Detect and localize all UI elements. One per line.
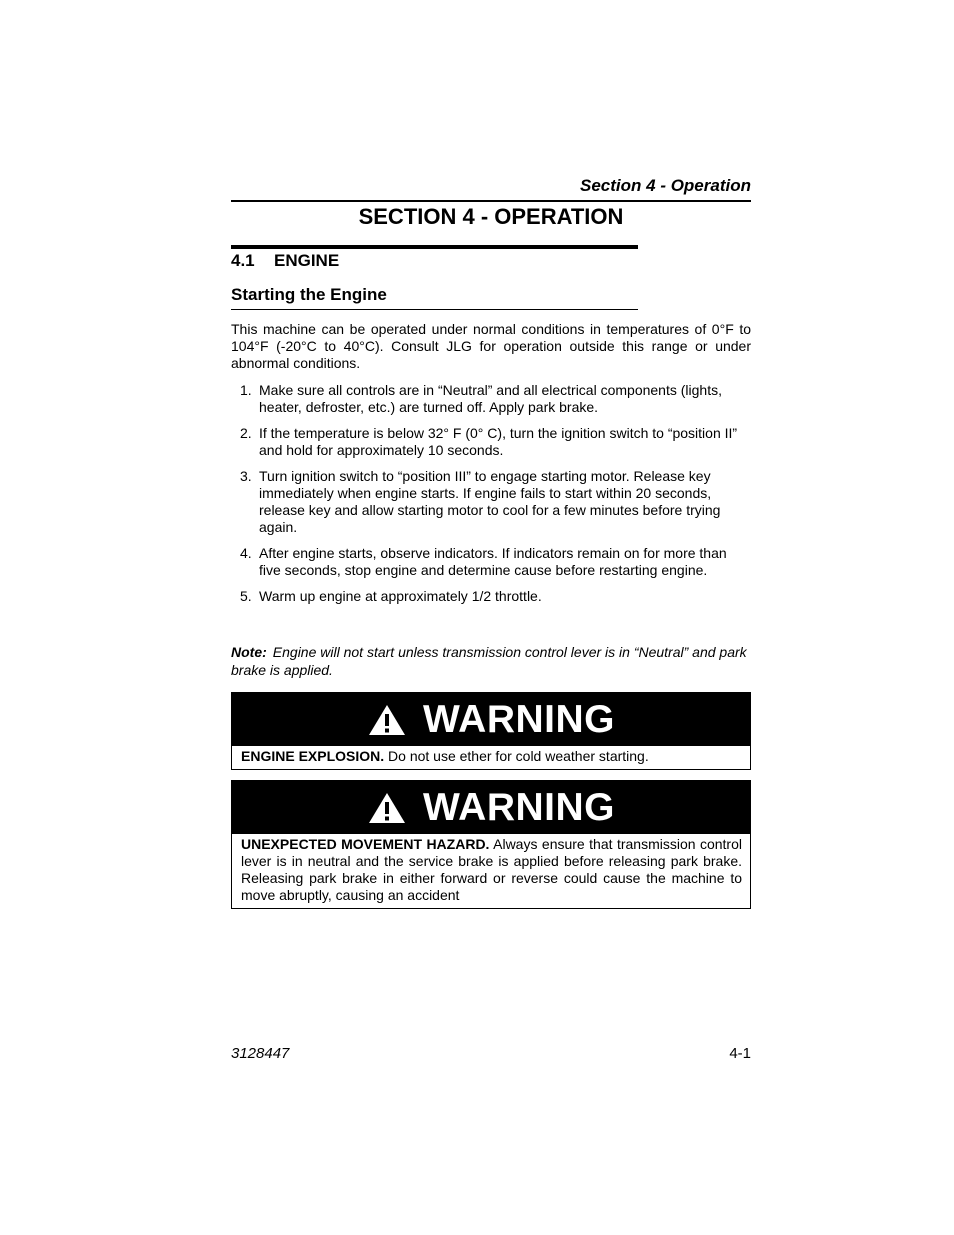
- warning-lead: ENGINE EXPLOSION.: [241, 748, 385, 764]
- step-text: After engine starts, observe indicators. If indicators remain on for more than five seconds, stop engine and determine cause before restarting engine.: [259, 545, 727, 578]
- warning-box-unexpected-movement: [231, 780, 751, 909]
- topic-title: Starting the Engine: [231, 285, 387, 304]
- step-number: 5.: [240, 588, 252, 604]
- document-number: 3128447: [231, 1045, 290, 1062]
- warning-header: [232, 693, 750, 746]
- intro-paragraph: This machine can be operated under normal conditions in temperatures of 0°F to 104°F (-20°C to 40°C). Consult JLG for operation outside this range or under abnormal conditions.: [231, 321, 751, 371]
- step-number: 1.: [240, 382, 252, 398]
- list-item: [231, 468, 751, 536]
- list-item: [231, 588, 751, 605]
- warning-box-engine-explosion: [231, 692, 751, 770]
- step-text: Make sure all controls are in “Neutral” and all electrical components (lights, heater, defroster, etc.) are turned off. Apply park brake.: [259, 382, 722, 415]
- warning-title: WARNING: [423, 785, 615, 829]
- topic-rule: [231, 309, 638, 310]
- warning-text: Do not use ether for cold weather starting.: [388, 748, 649, 764]
- warning-title: WARNING: [423, 697, 615, 741]
- warning-lead: UNEXPECTED MOVEMENT HAZARD.: [241, 836, 490, 852]
- subsection-heading: [231, 251, 339, 271]
- warning-header: [232, 781, 750, 834]
- warning-triangle-icon: [367, 791, 407, 825]
- subsection-number: 4.1: [231, 251, 255, 270]
- warning-body: [232, 834, 750, 908]
- page-number: 4-1: [729, 1045, 751, 1062]
- step-number: 3.: [240, 468, 252, 484]
- section-title: SECTION 4 - OPERATION: [358, 204, 624, 229]
- warning-body: [232, 746, 750, 769]
- subsection-title: ENGINE: [274, 251, 340, 270]
- note: [231, 643, 751, 679]
- step-text: Warm up engine at approximately 1/2 throttle.: [259, 588, 542, 604]
- step-number: 2.: [240, 425, 252, 441]
- step-text: Turn ignition switch to “position III” to engage starting motor. Release key immediately when engine starts. If engine fails to start within 20 seconds, release key and allow starting motor to cool for a few minutes before trying again.: [259, 468, 721, 535]
- step-text: If the temperature is below 32° F (0° C), turn the ignition switch to “position II” and hold for approximately 10 seconds.: [259, 425, 738, 458]
- warning-text: Always ensure that transmission control lever is in neutral and the service brake is applied before releasing park brake. Releasing park brake in either forward or reverse could cause the machine to move abruptly, causing an accident: [241, 836, 742, 903]
- start-steps-list: [231, 382, 751, 614]
- warning-triangle-icon: [367, 703, 407, 737]
- header-rule: [231, 200, 751, 202]
- note-label: Note:: [231, 644, 267, 660]
- list-item: [231, 425, 751, 459]
- step-number: 4.: [240, 545, 252, 561]
- running-header: Section 4 - Operation: [580, 176, 751, 195]
- section-rule: [231, 245, 638, 249]
- list-item: [231, 382, 751, 416]
- list-item: [231, 545, 751, 579]
- note-text: Engine will not start unless transmission control lever is in “Neutral” and park brake is applied.: [231, 644, 747, 678]
